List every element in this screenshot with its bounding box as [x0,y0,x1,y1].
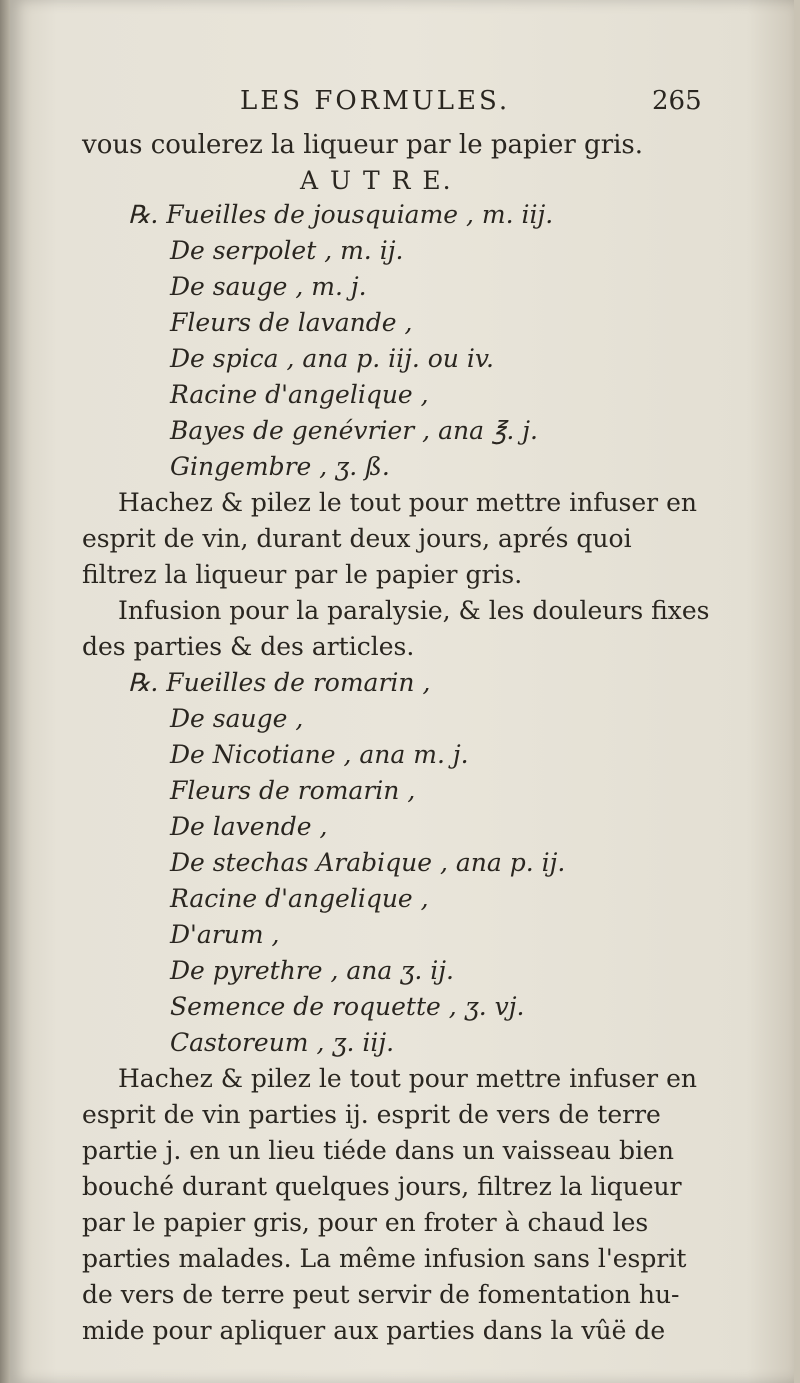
recipe-line: De spica , ana p. iij. ou iv. [170,344,494,373]
recipe-line: Racine d'angelique , [170,884,429,913]
running-title: LES FORMULES. [240,86,511,116]
book-page [10,0,794,1383]
recipe-line: De Nicotiane , ana m. j. [170,740,469,769]
text-line: esprit de vin parties ij. esprit de vers de terre [82,1100,661,1129]
section-heading: A U T R E. [300,166,453,195]
text-line: des parties & des articles. [82,632,415,661]
recipe-line: De pyrethre , ana ʒ. ij. [170,956,454,985]
recipe-line: Racine d'angelique , [170,380,429,409]
text-line: de vers de terre peut servir de fomentation hu- [82,1280,680,1309]
text-line: parties malades. La même infusion sans l'esprit [82,1244,687,1273]
recipe-line: Semence de roquette , ʒ. vj. [170,992,525,1021]
recipe-line: Fleurs de romarin , [170,776,416,805]
text-line: partie j. en un lieu tiéde dans un vaisseau bien [82,1136,674,1165]
text-line: Hachez & pilez le tout pour mettre infuser en [118,488,697,517]
page-number: 265 [652,86,702,116]
text-line: bouché durant quelques jours, filtrez la liqueur [82,1172,682,1201]
recipe-line: Gingembre , ʒ. ß. [170,452,390,481]
recipe-line: De lavende , [170,812,328,841]
recipe-line: Bayes de genévrier , ana ℥. j. [170,416,538,445]
recipe-line: De sauge , m. j. [170,272,367,301]
recipe-line: ℞. Fueilles de jousquiame , m. iij. [128,200,554,229]
recipe-line: D'arum , [170,920,280,949]
text-line: filtrez la liqueur par le papier gris. [82,560,523,589]
recipe-line: De stechas Arabique , ana p. ij. [170,848,566,877]
recipe-line: ℞. Fueilles de romarin , [128,668,431,697]
book-gutter [0,0,10,1383]
text-line: vous coulerez la liqueur par le papier gris. [82,130,644,160]
text-line: par le papier gris, pour en froter à chaud les [82,1208,649,1237]
recipe-line: Castoreum , ʒ. iij. [170,1028,395,1057]
text-line: mide pour apliquer aux parties dans la vûë de [82,1316,666,1345]
recipe-line: Fleurs de lavande , [170,308,413,337]
text-line: esprit de vin, durant deux jours, aprés quoi [82,524,632,553]
text-line: Hachez & pilez le tout pour mettre infuser en [118,1064,697,1093]
text-line: Infusion pour la paralysie, & les douleurs fixes [118,596,710,625]
recipe-line: De sauge , [170,704,304,733]
recipe-line: De serpolet , m. ij. [170,236,404,265]
